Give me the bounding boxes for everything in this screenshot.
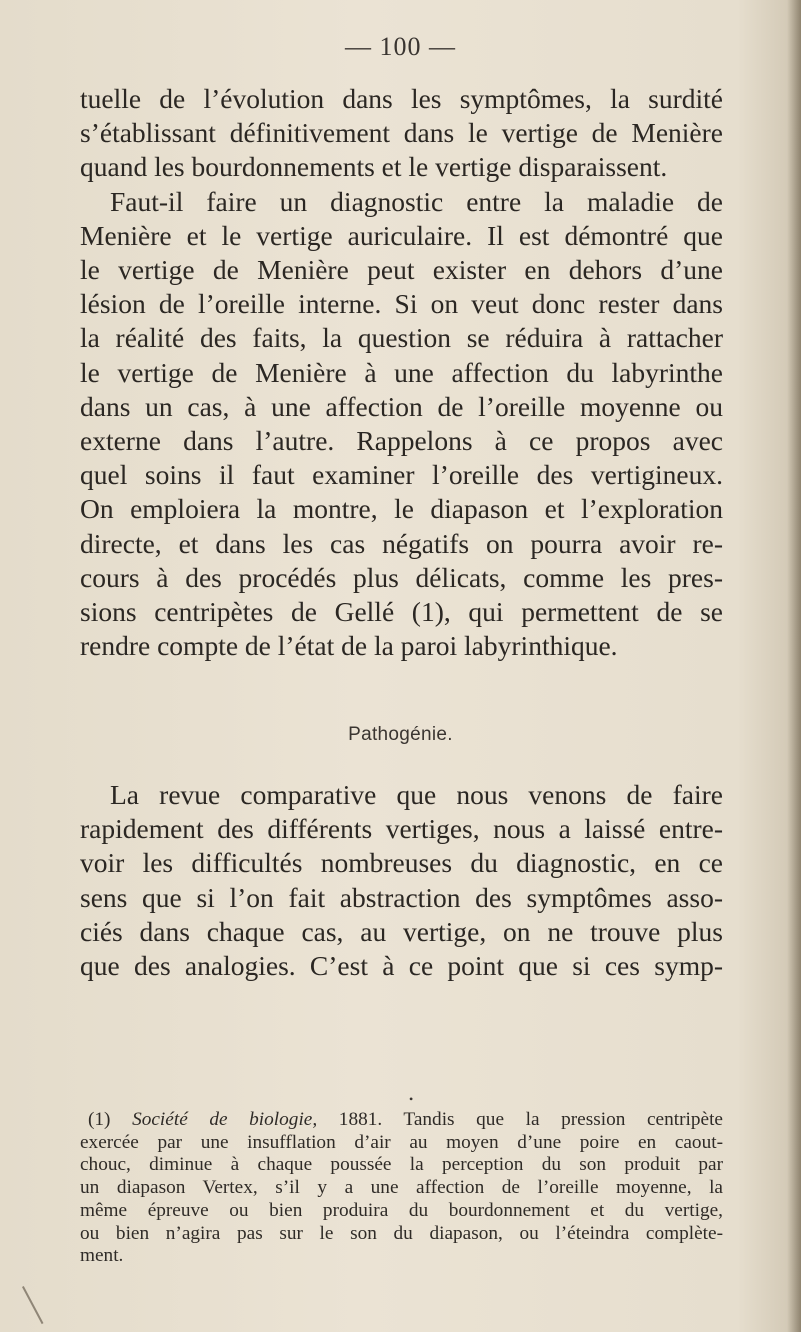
text-line: le vertige de Menière peut exister en dehors d’une — [80, 254, 723, 286]
footnote-marker: (1) — [88, 1109, 111, 1130]
footnote-first-line-rest: 1881. Tandis que la pression centripète — [338, 1109, 723, 1130]
text-line: Faut-il faire un diagnostic entre la maladie de — [110, 185, 723, 217]
text-line: tuelle de l’évolution dans les symptômes, la surdité — [80, 83, 723, 114]
text-line: voir les difficultés nombreuses du diagnostic, en ce — [80, 847, 723, 879]
text-line: La revue comparative que nous venons de faire — [110, 779, 723, 810]
footnote-line: même épreuve ou bien produira du bourdonnement et du vertige, — [80, 1199, 723, 1221]
text-line: lésion de l’oreille interne. Si on veut donc rester dans — [80, 288, 723, 320]
text-line: On emploiera la montre, le diapason et l’exploration — [80, 493, 723, 525]
text-line: rendre compte de l’état de la paroi labyrinthique. — [80, 630, 618, 662]
text-line: externe dans l’autre. Rappelons à ce propos avec — [80, 425, 723, 457]
footnote-line: ment. — [80, 1245, 124, 1267]
text-line: le vertige de Menière à une affection du labyrinthe — [80, 356, 723, 388]
text-line: directe, et dans les cas négatifs on pourra avoir re- — [80, 527, 723, 559]
footnote-line: ou bien n’agira pas sur le son du diapason, ou l’éteindra complète- — [80, 1222, 723, 1244]
text-line: sions centripètes de Gellé (1), qui permettent de se — [80, 596, 723, 628]
stray-pencil-mark — [22, 1286, 43, 1324]
text-line: cours à des procédés plus délicats, comme les pres- — [80, 561, 723, 593]
text-line: la réalité des faits, la question se réduira à rattacher — [80, 322, 723, 354]
page-number: — 100 — — [345, 32, 456, 61]
section-heading: Pathogénie. — [348, 724, 453, 745]
text-line: s’établissant définitivement dans le vertige de Menière — [80, 117, 723, 149]
text-line: quand les bourdonnements et le vertige disparaissent. — [80, 151, 668, 183]
footnote-line: un diapason Vertex, s’il y a une affection de l’oreille moyenne, la — [80, 1177, 723, 1199]
text-line: rapidement des différents vertiges, nous a laissé entre- — [80, 813, 723, 845]
text-line: dans un cas, à une affection de l’oreille moyenne ou — [80, 390, 723, 422]
text-line: quel soins il faut examiner l’oreille des vertigineux. — [80, 459, 723, 491]
page-edge-shadow — [787, 0, 801, 1332]
footnote-line: exercée par une insufflation d’air au moyen d’une poire en caout- — [80, 1131, 723, 1153]
body-text-pathogenie — [80, 778, 723, 983]
footnote-line: chouc, diminue à chaque poussée la perception du son produit par — [80, 1154, 723, 1176]
text-line: Menière et le vertige auriculaire. Il est démontré que — [80, 219, 723, 251]
footnote — [80, 1109, 723, 1268]
text-line: ciés dans chaque cas, au vertige, on ne trouve plus — [80, 915, 723, 947]
body-text-top — [80, 82, 723, 663]
text-line: que des analogies. C’est à ce point que si ces symp- — [80, 950, 723, 982]
text-line: sens que si l’on fait abstraction des symptômes asso- — [80, 881, 723, 913]
footnote-first-line — [80, 1109, 723, 1132]
footnote-source: Société de biologie, — [132, 1109, 318, 1130]
footnote-separator-dot: • — [409, 1092, 414, 1106]
